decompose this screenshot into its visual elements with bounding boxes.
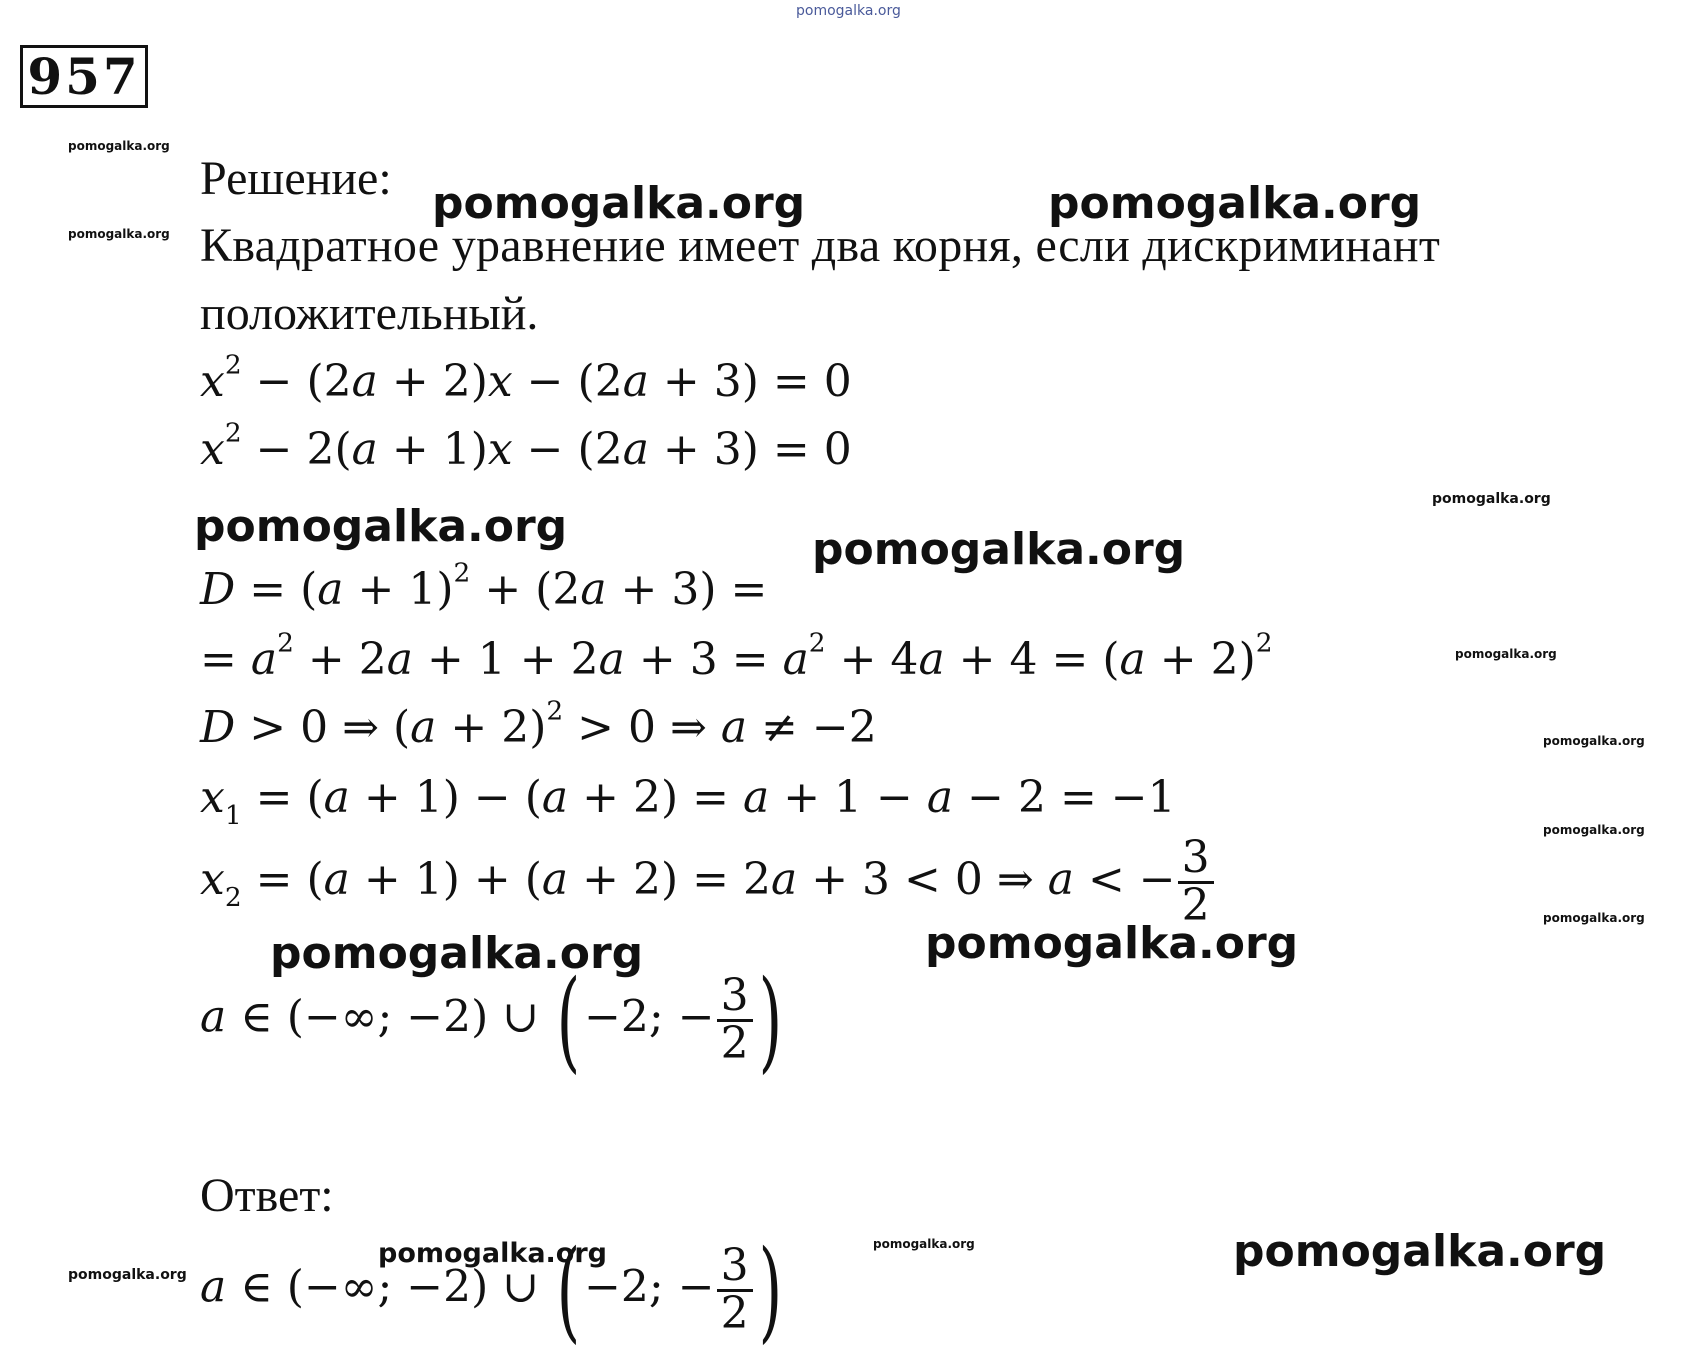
intro-line-2: положительный. [200, 287, 539, 340]
watermark: pomogalka.org [812, 524, 1186, 575]
root-x2-line: $x_2 = (a + 1) + (a + 2) = 2a + 3 < 0$ ⇒ a < − $\frac{3}{2}$ [200, 836, 1216, 929]
discriminant-line-2: = $a^2 + 2a + 1 + 2a + 3 = a^2 + 4a + 4 = (a + 2)^2$ [200, 627, 1273, 685]
watermark: pomogalka.org [1432, 491, 1551, 507]
watermark: pomogalka.org [1048, 178, 1422, 229]
fraction-three-halves: $\frac{3}{2}$ [1178, 836, 1214, 929]
watermark: pomogalka.org [1455, 647, 1557, 661]
solution-heading: Решение: [200, 152, 392, 205]
condition-line: D > 0 ⇒ $(a + 2)^2 > 0$ ⇒ a ≠ −2 [200, 695, 877, 753]
fraction-three-halves: $\frac{3}{2}$ [717, 1244, 753, 1337]
watermark: pomogalka.org [194, 501, 568, 552]
watermark: pomogalka.org [432, 178, 806, 229]
intro-line-1: Квадратное уравнение имеет два корня, если дискриминант [200, 219, 1441, 272]
solution-set-line: a ∈ (−∞; −2) ∪ (−2; − $\frac{3}{2}$ ) [200, 956, 782, 1084]
top-watermark: pomogalka.org [796, 3, 901, 19]
watermark: pomogalka.org [68, 1267, 187, 1283]
watermark: pomogalka.org [1543, 911, 1645, 925]
discriminant-line-1: $D = (a + 1)^2 + (2a + 3)$ = [200, 557, 768, 615]
watermark: pomogalka.org [378, 1238, 607, 1269]
answer-set-line: a ∈ (−∞; −2) ∪ (−2; − $\frac{3}{2}$ ) [200, 1226, 782, 1354]
watermark: pomogalka.org [68, 139, 170, 153]
fraction-three-halves: $\frac{3}{2}$ [717, 974, 753, 1067]
root-x1-line: $x_1 = (a + 1) - (a + 2) = a + 1 - a - 2 = -1$ [200, 772, 1176, 831]
watermark: pomogalka.org [873, 1237, 975, 1251]
watermark: pomogalka.org [925, 918, 1299, 969]
watermark: pomogalka.org [270, 928, 644, 979]
equation-1: $x^2 - (2a + 2)x - (2a + 3) = 0$ [200, 349, 852, 407]
watermark: pomogalka.org [1543, 734, 1645, 748]
watermark: pomogalka.org [1233, 1226, 1607, 1277]
equation-2: $x^2 - 2(a + 1)x - (2a + 3) = 0$ [200, 417, 852, 475]
watermark: pomogalka.org [68, 227, 170, 241]
watermark: pomogalka.org [1543, 823, 1645, 837]
problem-number: 957 [20, 45, 148, 108]
answer-heading: Ответ: [200, 1169, 334, 1222]
